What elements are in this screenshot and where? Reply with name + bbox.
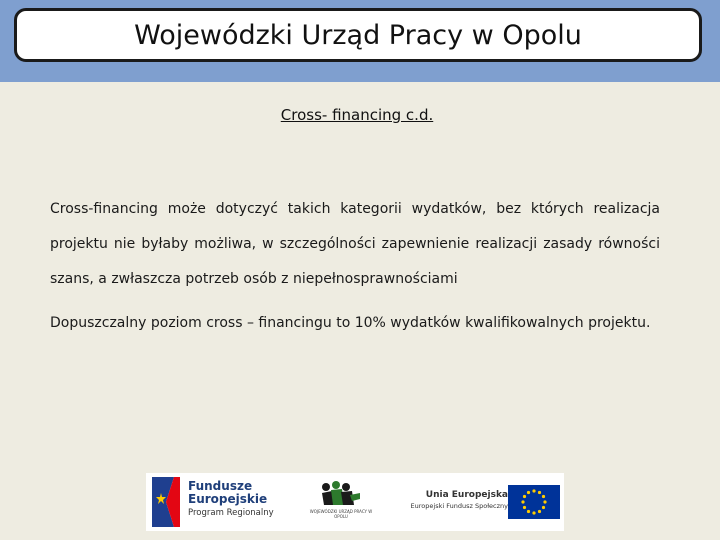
paragraph-cross-financing: Cross-financing może dotyczyć takich kategorii wydatków, bez których realizacja projektu nie byłaby możliwa, w szczególności zapewnienie realizacji zasady równości szans, a zwłaszcza potrzeb osób z niepełnosprawnościami	[50, 201, 660, 287]
title-box	[14, 8, 702, 62]
header-band	[0, 0, 720, 82]
wup-opole-logo	[306, 479, 376, 527]
fundusze-europejskie-flag-icon	[152, 477, 180, 527]
paragraph-limit: Dopuszczalny poziom cross – financingu to 10% wydatków kwalifikowalnych projektu.	[50, 315, 651, 331]
eu-line-2: Europejski Fundusz Społeczny	[410, 502, 508, 510]
fundusze-europejskie-logo	[188, 480, 288, 520]
unia-europejska-label	[408, 489, 508, 511]
wup-figures-icon	[320, 481, 362, 507]
footer-logo-bar	[146, 473, 564, 531]
eu-line-1: Unia Europejska	[425, 490, 508, 500]
funds-line-1: Fundusze	[188, 479, 253, 493]
eu-flag-icon	[508, 485, 560, 519]
funds-line-3: Program Regionalny	[188, 508, 274, 518]
slide-subtitle: Cross- financing c.d.	[280, 106, 434, 124]
wup-name-text: WOJEWÓDZKI URZĄD PRACY W OPOLU	[309, 509, 373, 519]
funds-line-2: Europejskie	[188, 492, 268, 506]
page-title: Wojewódzki Urząd Pracy w Opolu	[134, 19, 582, 51]
